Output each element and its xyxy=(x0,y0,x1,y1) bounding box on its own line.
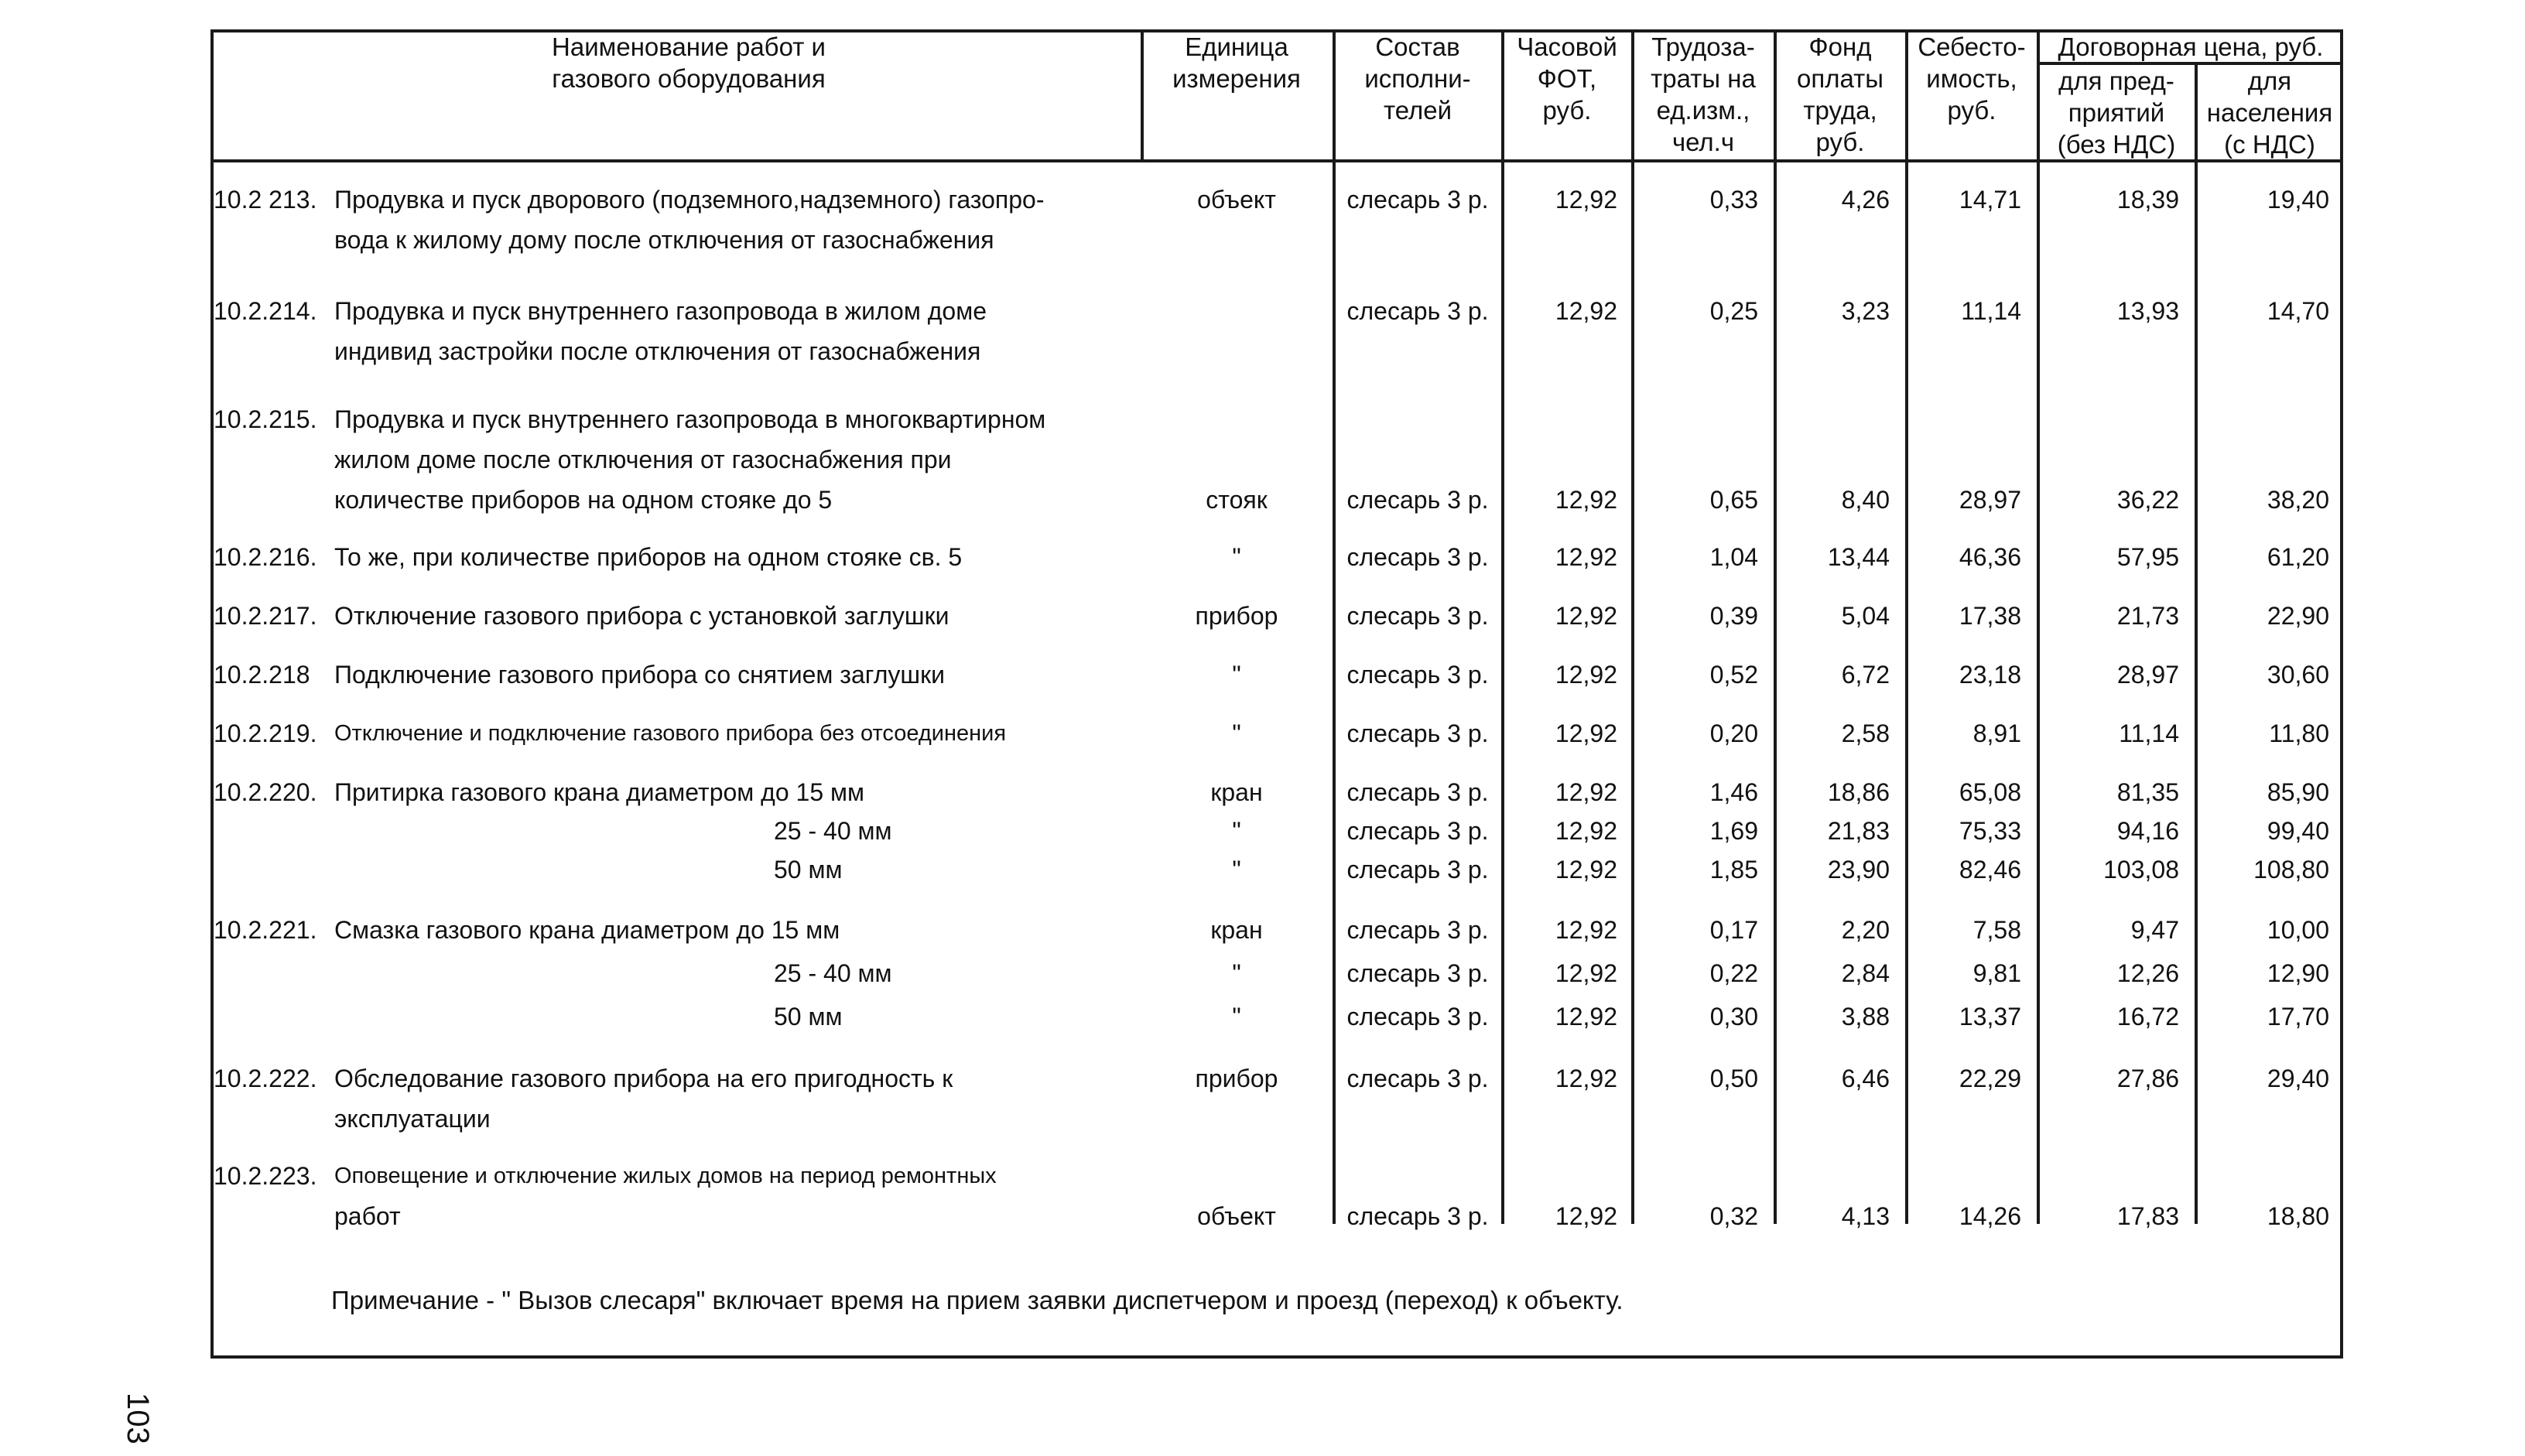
row-pop: 61,20 xyxy=(2267,543,2329,571)
row-staff: слесарь 3 р. xyxy=(1346,1202,1489,1230)
row-pop: 22,90 xyxy=(2267,602,2329,630)
column-divider xyxy=(1774,162,1777,1224)
row-code: 10.2.222. xyxy=(214,1065,317,1092)
row-staff: слесарь 3 р. xyxy=(1346,856,1489,884)
row-cost: 11,14 xyxy=(1961,297,2021,325)
header-staff: Состав исполни- телей xyxy=(1364,32,1471,125)
row-name: жилом доме после отключения от газоснабжения при xyxy=(334,446,952,473)
row-pop: 85,90 xyxy=(2267,778,2329,806)
row-staff: слесарь 3 р. xyxy=(1346,959,1489,987)
column-divider xyxy=(1905,162,1908,1224)
row-ent: 11,14 xyxy=(2119,719,2179,747)
row-fund: 23,90 xyxy=(1827,856,1890,884)
row-pop: 11,80 xyxy=(2269,719,2329,747)
row-code: 10.2.219. xyxy=(214,719,317,747)
row-pop: 30,60 xyxy=(2267,661,2329,689)
row-name: эксплуатации xyxy=(334,1105,491,1133)
row-fund: 2,58 xyxy=(1841,719,1890,747)
row-name: Отключение и подключение газового прибора без отсоединения xyxy=(334,721,1007,746)
row-code: 10.2.217. xyxy=(214,602,317,630)
row-labor: 1,46 xyxy=(1709,778,1758,806)
row-name: Отключение газового прибора с установкой заглушки xyxy=(334,602,949,630)
row-cost: 65,08 xyxy=(1959,778,2021,806)
row-ent: 18,39 xyxy=(2116,186,2179,214)
row-code: 10.2.223. xyxy=(214,1162,317,1190)
row-hourly: 12,92 xyxy=(1555,916,1617,944)
row-unit: " xyxy=(1232,661,1241,689)
row-name: Оповещение и отключение жилых домов на период ремонтных xyxy=(334,1164,997,1188)
row-staff: слесарь 3 р. xyxy=(1346,661,1489,689)
row-fund: 6,72 xyxy=(1841,661,1890,689)
row-name: 50 мм xyxy=(774,1003,843,1030)
row-ent: 16,72 xyxy=(2116,1003,2179,1030)
row-pop: 17,70 xyxy=(2267,1003,2329,1030)
row-hourly: 12,92 xyxy=(1555,661,1617,689)
row-name: Продувка и пуск внутреннего газопровода в жилом доме xyxy=(334,297,987,325)
row-ent: 27,86 xyxy=(2116,1065,2179,1092)
row-ent: 21,73 xyxy=(2116,602,2179,630)
row-code: 10.2.214. xyxy=(214,297,317,325)
row-unit: " xyxy=(1232,856,1241,884)
row-cost: 9,81 xyxy=(1972,959,2021,987)
row-cost: 22,29 xyxy=(1959,1065,2021,1092)
row-hourly: 12,92 xyxy=(1555,1065,1617,1092)
row-hourly: 12,92 xyxy=(1555,186,1617,214)
row-pop: 12,90 xyxy=(2267,959,2329,987)
row-staff: слесарь 3 р. xyxy=(1346,543,1489,571)
row-ent: 94,16 xyxy=(2116,817,2179,845)
header-enterprise: для пред- приятий (без НДС) xyxy=(2057,67,2176,159)
header-population: для населения (с НДС) xyxy=(2206,67,2333,159)
row-hourly: 12,92 xyxy=(1555,602,1617,630)
row-code: 10.2.216. xyxy=(214,543,317,571)
row-cost: 8,91 xyxy=(1972,719,2021,747)
row-unit: " xyxy=(1232,1003,1241,1030)
row-code: 10.2.218 xyxy=(214,661,310,689)
row-unit: " xyxy=(1232,543,1241,571)
row-cost: 23,18 xyxy=(1959,661,2021,689)
row-name: Продувка и пуск дворового (подземного,надземного) газопро- xyxy=(334,186,1045,214)
row-cost: 46,36 xyxy=(1959,543,2021,571)
row-ent: 17,83 xyxy=(2116,1202,2179,1230)
row-fund: 3,88 xyxy=(1841,1003,1890,1030)
row-cost: 28,97 xyxy=(1959,486,2021,514)
row-pop: 29,40 xyxy=(2267,1065,2329,1092)
row-fund: 8,40 xyxy=(1841,486,1890,514)
row-staff: слесарь 3 р. xyxy=(1346,719,1489,747)
row-fund: 4,13 xyxy=(1841,1202,1890,1230)
row-fund: 2,20 xyxy=(1841,916,1890,944)
row-code: 10.2.221. xyxy=(214,916,317,944)
row-unit: кран xyxy=(1210,778,1263,806)
row-labor: 0,32 xyxy=(1709,1202,1758,1230)
column-divider xyxy=(2195,162,2198,1224)
column-divider xyxy=(2037,162,2040,1224)
row-cost: 13,37 xyxy=(1959,1003,2021,1030)
row-ent: 81,35 xyxy=(2116,778,2179,806)
row-staff: слесарь 3 р. xyxy=(1346,186,1489,214)
row-name: количестве приборов на одном стояке до 5 xyxy=(334,486,833,514)
row-unit: прибор xyxy=(1195,602,1278,630)
header-unit: Единица измерения xyxy=(1172,32,1301,93)
row-ent: 12,26 xyxy=(2116,959,2179,987)
row-fund: 4,26 xyxy=(1841,186,1890,214)
row-pop: 14,70 xyxy=(2267,297,2329,325)
header-hourly: Часовой ФОТ, руб. xyxy=(1517,32,1617,125)
row-unit: объект xyxy=(1197,186,1276,214)
row-staff: слесарь 3 р. xyxy=(1346,1003,1489,1030)
row-code: 10.2.220. xyxy=(214,778,317,806)
header-fund: Фонд оплаты труда, руб. xyxy=(1797,32,1883,156)
header-cost: Себесто- имость, руб. xyxy=(1918,32,2026,125)
row-cost: 75,33 xyxy=(1959,817,2021,845)
row-hourly: 12,92 xyxy=(1555,1003,1617,1030)
row-name: То же, при количестве приборов на одном стояке св. 5 xyxy=(334,543,963,571)
row-staff: слесарь 3 р. xyxy=(1346,297,1489,325)
row-labor: 0,39 xyxy=(1709,602,1758,630)
row-name: индивид застройки после отключения от газоснабжения xyxy=(334,337,981,365)
row-name: Притирка газового крана диаметром до 15 мм xyxy=(334,778,865,806)
row-unit: прибор xyxy=(1195,1065,1278,1092)
row-ent: 57,95 xyxy=(2116,543,2179,571)
row-code: 10.2 213. xyxy=(214,186,317,214)
row-name: 50 мм xyxy=(774,856,843,884)
row-ent: 36,22 xyxy=(2116,486,2179,514)
row-name: Смазка газового крана диаметром до 15 мм xyxy=(334,916,840,944)
row-cost: 14,26 xyxy=(1959,1202,2021,1230)
row-hourly: 12,92 xyxy=(1555,778,1617,806)
row-labor: 0,33 xyxy=(1709,186,1758,214)
row-name: 25 - 40 мм xyxy=(774,959,892,987)
row-name: вода к жилому дому после отключения от газоснабжения xyxy=(334,226,994,254)
page-number: 103 xyxy=(121,1393,155,1444)
row-labor: 0,17 xyxy=(1709,916,1758,944)
row-labor: 0,65 xyxy=(1709,486,1758,514)
row-name: работ xyxy=(334,1202,401,1230)
column-divider xyxy=(1631,162,1634,1224)
row-name: Продувка и пуск внутреннего газопровода в многоквартирном xyxy=(334,405,1046,433)
header-labor: Трудоза- траты на ед.изм., чел.ч xyxy=(1651,32,1756,156)
row-fund: 13,44 xyxy=(1827,543,1890,571)
row-ent: 13,93 xyxy=(2116,297,2179,325)
row-labor: 1,85 xyxy=(1709,856,1758,884)
row-unit: " xyxy=(1232,817,1241,845)
row-fund: 21,83 xyxy=(1827,817,1890,845)
header-contract-price: Договорная цена, руб. xyxy=(2058,32,2324,61)
row-ent: 9,47 xyxy=(2130,916,2179,944)
row-labor: 1,69 xyxy=(1709,817,1758,845)
row-fund: 5,04 xyxy=(1841,602,1890,630)
row-labor: 0,52 xyxy=(1709,661,1758,689)
row-hourly: 12,92 xyxy=(1555,856,1617,884)
row-fund: 2,84 xyxy=(1841,959,1890,987)
row-unit: " xyxy=(1232,959,1241,987)
row-labor: 0,20 xyxy=(1709,719,1758,747)
header-name: Наименование работ и газового оборудования xyxy=(552,32,826,93)
row-cost: 7,58 xyxy=(1972,916,2021,944)
row-cost: 17,38 xyxy=(1959,602,2021,630)
row-unit: стояк xyxy=(1206,486,1268,514)
row-staff: слесарь 3 р. xyxy=(1346,602,1489,630)
column-divider xyxy=(1501,162,1504,1224)
row-staff: слесарь 3 р. xyxy=(1346,817,1489,845)
row-pop: 99,40 xyxy=(2267,817,2329,845)
row-labor: 0,22 xyxy=(1709,959,1758,987)
row-hourly: 12,92 xyxy=(1555,719,1617,747)
row-labor: 1,04 xyxy=(1709,543,1758,571)
row-name: Подключение газового прибора со снятием заглушки xyxy=(334,661,945,689)
row-staff: слесарь 3 р. xyxy=(1346,486,1489,514)
row-staff: слесарь 3 р. xyxy=(1346,1065,1489,1092)
row-pop: 10,00 xyxy=(2267,916,2329,944)
row-pop: 18,80 xyxy=(2267,1202,2329,1230)
footnote: Примечание - " Вызов слесаря" включает время на прием заявки диспетчером и проезд (переход) к объекту. xyxy=(331,1286,1623,1314)
row-fund: 18,86 xyxy=(1827,778,1890,806)
row-hourly: 12,92 xyxy=(1555,1202,1617,1230)
row-code: 10.2.215. xyxy=(214,405,317,433)
row-staff: слесарь 3 р. xyxy=(1346,916,1489,944)
row-name: Обследование газового прибора на его пригодность к xyxy=(334,1065,953,1092)
row-labor: 0,25 xyxy=(1709,297,1758,325)
row-labor: 0,50 xyxy=(1709,1065,1758,1092)
row-hourly: 12,92 xyxy=(1555,817,1617,845)
row-ent: 103,08 xyxy=(2103,856,2179,884)
row-unit: объект xyxy=(1197,1202,1276,1230)
row-fund: 6,46 xyxy=(1841,1065,1890,1092)
row-cost: 82,46 xyxy=(1959,856,2021,884)
row-fund: 3,23 xyxy=(1841,297,1890,325)
row-pop: 19,40 xyxy=(2267,186,2329,214)
row-hourly: 12,92 xyxy=(1555,297,1617,325)
row-hourly: 12,92 xyxy=(1555,543,1617,571)
row-name: 25 - 40 мм xyxy=(774,817,892,845)
row-pop: 38,20 xyxy=(2267,486,2329,514)
row-cost: 14,71 xyxy=(1959,186,2021,214)
row-staff: слесарь 3 р. xyxy=(1346,778,1489,806)
row-unit: " xyxy=(1232,719,1241,747)
row-pop: 108,80 xyxy=(2253,856,2329,884)
row-unit: кран xyxy=(1210,916,1263,944)
row-hourly: 12,92 xyxy=(1555,959,1617,987)
row-labor: 0,30 xyxy=(1709,1003,1758,1030)
row-hourly: 12,92 xyxy=(1555,486,1617,514)
row-ent: 28,97 xyxy=(2116,661,2179,689)
